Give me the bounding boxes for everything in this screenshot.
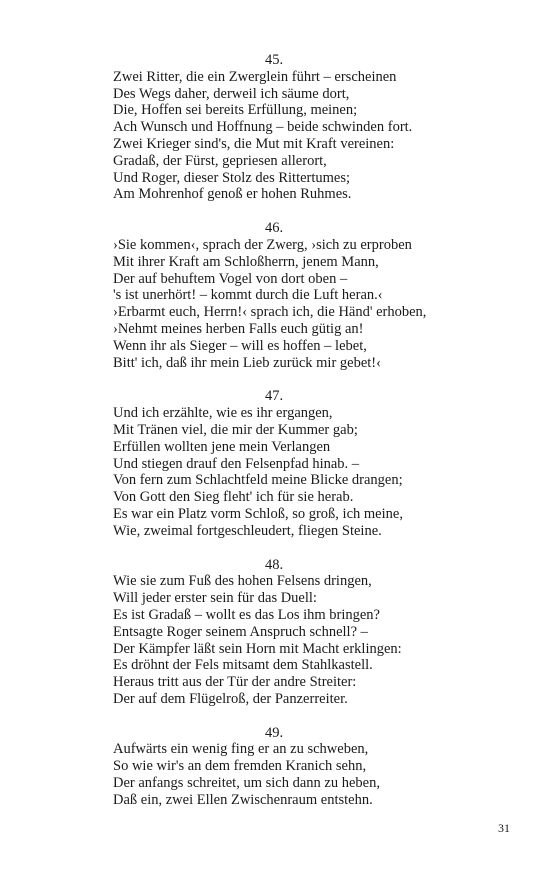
verse-line: So wie wir's an dem fremden Kranich sehn, [113, 758, 367, 775]
verse-line: Zwei Krieger sind's, die Mut mit Kraft vereinen: [113, 135, 395, 152]
verse-line: Von Gott den Sieg fleht' ich für sie herab. [113, 489, 354, 506]
stanza-46 [113, 220, 473, 371]
verse-line: ›Sie kommen‹, sprach der Zwerg, ›sich zu erproben [113, 236, 412, 253]
verse-line: Daß ein, zwei Ellen Zwischenraum entstehn. [113, 791, 373, 808]
verse-line: Zwei Ritter, die ein Zwerglein führt – erscheinen [113, 68, 397, 85]
verse-line: Des Wegs daher, derweil ich säume dort, [113, 85, 350, 102]
verse-line: 's ist unerhört! – kommt durch die Luft heran.‹ [113, 287, 383, 304]
verse-line: Erfüllen wollten jene mein Verlangen [113, 438, 331, 455]
verse-line: Und Roger, dieser Stolz des Rittertumes; [113, 169, 351, 186]
poem-body [113, 52, 473, 826]
verse-line: ›Nehmt meines herben Falls euch gütig an! [113, 320, 364, 337]
verse-line: ›Erbarmt euch, Herrn!‹ sprach ich, die Händ' erhoben, [113, 304, 427, 321]
verse-line: Mit ihrer Kraft am Schloßherrn, jenem Mann, [113, 253, 379, 270]
stanza-number: 45. [264, 52, 284, 68]
verse-line: Mit Tränen viel, die mir der Kummer gab; [113, 421, 358, 438]
verse-line: Es dröhnt der Fels mitsamt dem Stahlkastell. [113, 657, 373, 674]
verse-line: Entsagte Roger seinem Anspruch schnell? – [113, 623, 368, 640]
stanza-number: 46. [264, 220, 284, 237]
verse-line: Heraus tritt aus der Tür der andre Streiter: [113, 674, 357, 691]
stanza-48 [113, 557, 473, 708]
verse-line: Es war ein Platz vorm Schloß, so groß, ich meine, [113, 505, 403, 522]
verse-line: Der Kämpfer läßt sein Horn mit Macht erklingen: [113, 640, 402, 657]
verse-line: Ach Wunsch und Hoffnung – beide schwinden fort. [113, 119, 413, 136]
verse-line: Wie, zweimal fortgeschleudert, fliegen Steine. [113, 522, 382, 539]
stanza-47 [113, 388, 473, 539]
stanza-number: 47. [264, 388, 284, 405]
stanza-45 [113, 52, 473, 203]
verse-line: Von fern zum Schlachtfeld meine Blicke drangen; [113, 472, 403, 489]
verse-line: Will jeder erster sein für das Duell: [113, 590, 317, 607]
stanza-49 [113, 725, 473, 809]
verse-line: Am Mohrenhof genoß er hohen Ruhmes. [113, 186, 352, 203]
verse-line: Gradaß, der Fürst, gepriesen allerort, [113, 152, 327, 169]
stanza-number: 48. [264, 556, 284, 573]
verse-line: Wie sie zum Fuß des hohen Felsens dringen, [113, 573, 372, 590]
verse-line: Aufwärts ein wenig fing er an zu schweben, [113, 741, 369, 758]
verse-line: Und stiegen drauf den Felsenpfad hinab. – [113, 455, 360, 472]
verse-line: Wenn ihr als Sieger – will es hoffen – lebet, [113, 337, 367, 354]
verse-line: Der anfangs schreitet, um sich dann zu heben, [113, 775, 380, 792]
verse-line: Der auf behuftem Vogel von dort oben – [113, 270, 348, 287]
verse-line: Bitt' ich, daß ihr mein Lieb zurück mir gebet!‹ [113, 354, 381, 371]
verse-line: Der auf dem Flügelroß, der Panzerreiter. [113, 690, 348, 707]
verse-line: Es ist Gradaß – wollt es das Los ihm bringen? [113, 606, 380, 623]
page-number: 31 [498, 821, 510, 835]
verse-line: Und ich erzählte, wie es ihr ergangen, [113, 405, 333, 422]
verse-line: Die, Hoffen sei bereits Erfüllung, meinen; [113, 102, 358, 119]
stanza-number: 49. [264, 724, 284, 741]
